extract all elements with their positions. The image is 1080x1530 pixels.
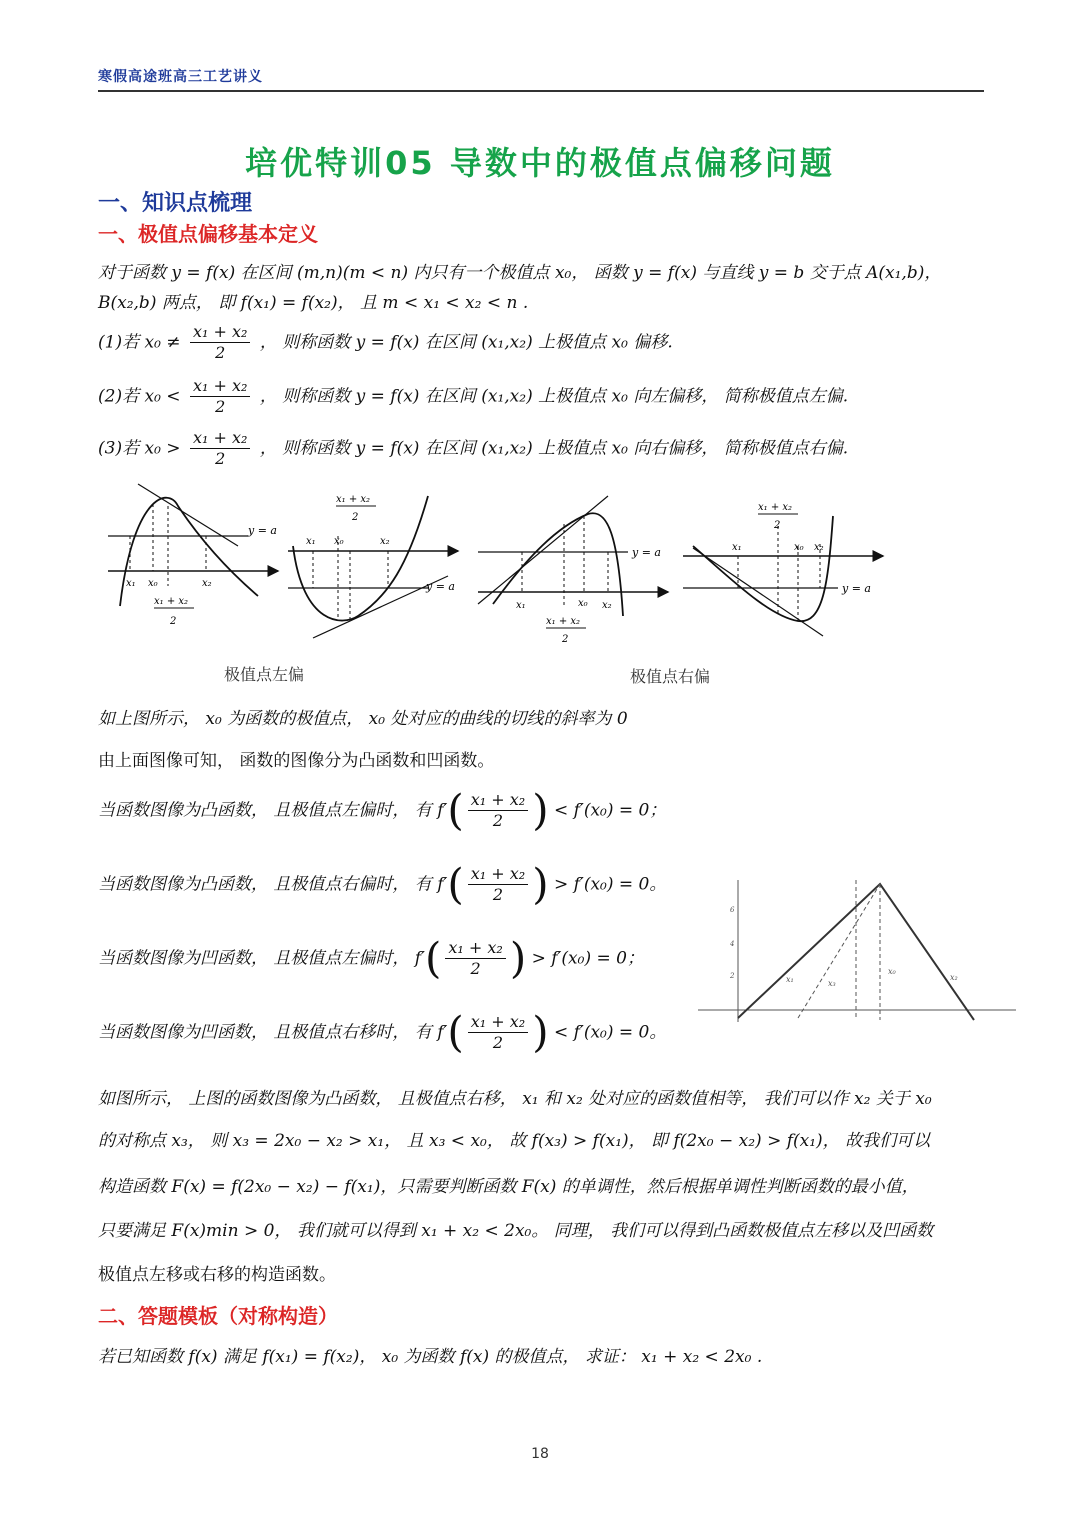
inequality-4: 当函数图像为凹函数， 且极值点右移时， 有 f′( $\frac{\text{x₁ + x₂}}{2}$ ) < f′(x₀) = 0。 [98, 1007, 667, 1057]
inequality-1: 当函数图像为凸函数， 且极值点左偏时， 有 f′( $\frac{\text{x₁ + x₂}}{2}$ ) < f′(x₀) = 0； [98, 785, 667, 835]
fraction: $\frac{\text{x₁ + x₂}}{2}$ [445, 938, 505, 979]
label-x1: x₁ [516, 600, 526, 611]
label-ya: y = a [632, 546, 661, 559]
inequality-2: 当函数图像为凸函数， 且极值点右偏时， 有 f′( $\frac{\text{x₁ + x₂}}{2}$ ) > f′(x₀) = 0。 [98, 859, 667, 909]
panel-concave-right [683, 502, 883, 636]
panel-convex-right [478, 496, 668, 645]
convex-right-shift-graph [694, 870, 1020, 1030]
definition-line-1: 对于函数 y = f(x) 在区间 (m,n)(m < n) 内只有一个极值点 x₀， 函数 y = f(x) 与直线 y = b 交于点 A(x₁,b)， [98, 263, 942, 283]
fraction: $\frac{\text{x₁ + x₂}}{2}$ [468, 790, 528, 831]
label-x0: x₀ [888, 967, 896, 976]
label-sum: x₁ + x₂ [546, 616, 581, 627]
label-x0: x₀ [794, 542, 804, 553]
label-x1: x₁ [732, 542, 742, 553]
label-x0: x₀ [148, 578, 158, 589]
label-x2: x₂ [602, 600, 612, 611]
explain-line-4: 只要满足 F(x)min > 0， 我们就可以得到 x₁ + x₂ < 2x₀。 同理， 我们可以得到凸函数极值点左移以及凹函数 [98, 1221, 934, 1241]
page-header: 寒假高途班高三工艺讲义 [98, 69, 263, 85]
label-x1: x₁ [786, 975, 794, 984]
caption-left-shift: 极值点左偏 [224, 665, 305, 684]
page-number: 18 [531, 1446, 549, 1462]
label-x0: x₀ [334, 536, 344, 547]
label-x3: x₃ [828, 979, 836, 988]
curve [693, 516, 833, 621]
case-1: (1)若 x₀ ≠ $\frac{\text{x₁ + x₂}}{2}$ ， 则称函数 y = f(x) 在区间 (x₁,x₂) 上极值点 x₀ 偏移. [98, 322, 673, 362]
note-line-2: 由上面图像可知， 函数的图像分为凸函数和凹函数。 [98, 751, 495, 771]
subsection-heading-1: 一、极值点偏移基本定义 [98, 222, 318, 246]
caption-right-shift: 极值点右偏 [630, 667, 711, 686]
label-x2: x₂ [950, 973, 958, 982]
subsection-heading-2: 二、答题模板（对称构造） [98, 1304, 338, 1328]
definition-line-2: B(x₂,b) 两点， 即 f(x₁) = f(x₂)， 且 m < x₁ < x₂ < n . [98, 293, 529, 313]
inequality-3: 当函数图像为凹函数， 且极值点左偏时， f′( $\frac{\text{x₁ + x₂}}{2}$ ) > f′(x₀) = 0； [98, 933, 644, 983]
curve [120, 498, 258, 606]
tick-6: 6 [730, 906, 735, 914]
label-sum: x₁ + x₂ [154, 596, 189, 607]
template-statement: 若已知函数 f(x) 满足 f(x₁) = f(x₂)， x₀ 为函数 f(x) 的极值点， 求证： x₁ + x₂ < 2x₀ . [98, 1347, 763, 1367]
extremum-shift-figure [98, 476, 898, 646]
fraction: $\frac{\text{x₁ + x₂}}{2}$ [468, 1012, 528, 1053]
panel-convex-left [108, 484, 278, 627]
fraction: $\frac{\text{x₁ + x₂}}{2}$ [190, 376, 250, 417]
explain-line-1: 如图所示， 上图的函数图像为凸函数， 且极值点右移， x₁ 和 x₂ 处对应的函数值相等， 我们可以作 x₂ 关于 x₀ [98, 1089, 932, 1109]
label-x2: x₂ [814, 542, 824, 553]
label-x2: x₂ [202, 578, 212, 589]
case-3: (3)若 x₀ > $\frac{\text{x₁ + x₂}}{2}$ ， 则称函数 y = f(x) 在区间 (x₁,x₂) 上极值点 x₀ 向右偏移， 简称极值点右偏. [98, 428, 849, 468]
label-x2: x₂ [380, 536, 390, 547]
label-ya: y = a [426, 580, 455, 593]
header-rule [98, 90, 984, 92]
label-two: 2 [352, 512, 359, 523]
label-ya: y = a [842, 582, 871, 595]
fraction: $\frac{\text{x₁ + x₂}}{2}$ [190, 322, 250, 363]
label-sum: x₁ + x₂ [758, 502, 793, 513]
explain-line-3: 构造函数 F(x) = f(2x₀ − x₂) − f(x₁)，只需要判断函数 F(x) 的单调性，然后根据单调性判断函数的最小值， [98, 1177, 919, 1197]
label-ya: y = a [248, 524, 277, 537]
tangent-line [693, 548, 823, 636]
panel-concave-left [288, 494, 458, 638]
case-2: (2)若 x₀ < $\frac{\text{x₁ + x₂}}{2}$ ， 则称函数 y = f(x) 在区间 (x₁,x₂) 上极值点 x₀ 向左偏移， 简称极值点左偏. [98, 376, 849, 416]
note-line-1: 如上图所示， x₀ 为函数的极值点， x₀ 处对应的曲线的切线的斜率为 0 [98, 709, 628, 729]
fraction: $\frac{\text{x₁ + x₂}}{2}$ [190, 428, 250, 469]
label-two: 2 [562, 634, 569, 645]
tick-2: 2 [730, 972, 735, 980]
explain-line-2: 的对称点 x₃， 则 x₃ = 2x₀ − x₂ > x₁， 且 x₃ < x₀， 故 f(x₃) > f(x₁)， 即 f(2x₀ − x₂) > f(x₁)， 故我们可以 [98, 1131, 931, 1151]
label-two: 2 [774, 520, 781, 531]
explain-line-5: 极值点左移或右移的构造函数。 [98, 1265, 336, 1285]
label-two: 2 [170, 616, 177, 627]
tick-4: 4 [730, 940, 735, 948]
label-x1: x₁ [306, 536, 316, 547]
label-x0: x₀ [578, 598, 588, 609]
section-heading-1: 一、知识点梳理 [98, 191, 253, 216]
tangent-line [478, 496, 608, 604]
label-x1: x₁ [126, 578, 136, 589]
label-sum: x₁ + x₂ [336, 494, 371, 505]
page-title: 培优特训05 导数中的极值点偏移问题 [245, 144, 835, 182]
fraction: $\frac{\text{x₁ + x₂}}{2}$ [468, 864, 528, 905]
